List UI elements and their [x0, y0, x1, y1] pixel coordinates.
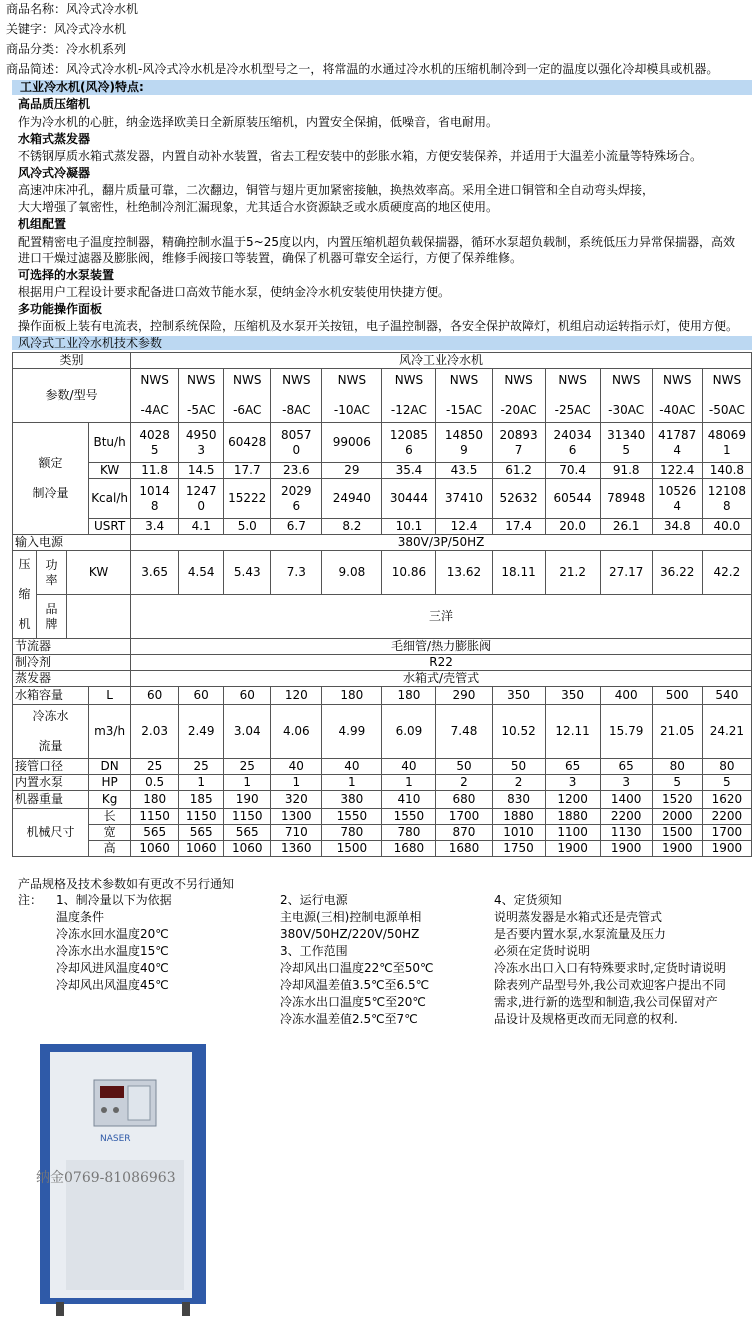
note-line: 需求,进行新的选型和制造,我公司保留对产	[494, 995, 718, 1009]
height-label: 高	[89, 841, 131, 857]
tank-value: 120	[271, 687, 322, 705]
tank-value: 400	[600, 687, 652, 705]
feature-heading: 高品质压缩机	[18, 97, 91, 111]
height-value: 1500	[322, 841, 382, 857]
kcal-value: 30444	[382, 479, 436, 519]
length-value: 1150	[179, 809, 224, 825]
weight-value: 680	[436, 791, 492, 809]
kw-value: 91.8	[600, 463, 652, 479]
note-line: 冷却风温差值3.5℃至6.5℃	[280, 978, 430, 992]
spec-table	[12, 352, 752, 857]
width-value: 565	[224, 825, 271, 841]
btu-value: 8057 0	[271, 423, 322, 463]
kcal-value: 12108 8	[702, 479, 751, 519]
kw-value: 17.7	[224, 463, 271, 479]
pipe-value: 65	[545, 759, 600, 775]
btu-value: 14850 9	[436, 423, 492, 463]
unit-btu: Btu/h	[89, 423, 131, 463]
tank-value: 180	[382, 687, 436, 705]
power-value: 380V/3P/50HZ	[131, 535, 752, 551]
usrt-value: 17.4	[492, 519, 545, 535]
flow-value: 24.21	[702, 705, 751, 759]
tank-value: 500	[652, 687, 702, 705]
pump-unit: HP	[89, 775, 131, 791]
kw-value: 23.6	[271, 463, 322, 479]
height-value: 1750	[492, 841, 545, 857]
flow-value: 12.11	[545, 705, 600, 759]
pipe-value: 40	[271, 759, 322, 775]
usrt-value: 20.0	[545, 519, 600, 535]
feature-text: 操作面板上装有电流表，控制系统保险，压缩机及水泵开关按钮，电子温控制器，各安全保护故障灯，机组启动运转指示灯，使用方便。	[18, 319, 739, 333]
tank-unit: L	[89, 687, 131, 705]
usrt-value: 5.0	[224, 519, 271, 535]
tank-value: 350	[492, 687, 545, 705]
temperature-display	[100, 1086, 124, 1098]
pump-value: 5	[652, 775, 702, 791]
flow-value: 3.04	[224, 705, 271, 759]
height-value: 1900	[702, 841, 751, 857]
pipe-value: 25	[224, 759, 271, 775]
note-line: 4、定货须知	[494, 893, 562, 907]
btu-value: 31340 5	[600, 423, 652, 463]
comp-power-value: 21.2	[545, 551, 600, 595]
pipe-label: 接管口径	[13, 759, 89, 775]
kcal-value: 52632	[492, 479, 545, 519]
note-line: 是否要内置水泵,水泵流量及压力	[494, 927, 666, 941]
comp-power-value: 9.08	[322, 551, 382, 595]
width-label: 宽	[89, 825, 131, 841]
kw-value: 29	[322, 463, 382, 479]
model-cell: NWS -12AC	[382, 369, 436, 423]
brand-value: 三洋	[131, 595, 752, 639]
note-line: 温度条件	[56, 910, 105, 924]
model-cell: NWS -40AC	[652, 369, 702, 423]
tank-value: 60	[224, 687, 271, 705]
note-line: 除表列产品型号外,我公司欢迎客户提出不同	[494, 978, 726, 992]
feature-text: 作为冷水机的心脏，纳金选择欧美日全新原装压缩机，内置安全保掮，低噪音，省电耐用。	[18, 115, 499, 129]
btu-value: 20893 7	[492, 423, 545, 463]
length-value: 1700	[436, 809, 492, 825]
note-line: 冷却风出风温度45℃	[56, 978, 169, 992]
pipe-value: 65	[600, 759, 652, 775]
pipe-value: 50	[436, 759, 492, 775]
pump-value: 1	[179, 775, 224, 791]
kw-value: 140.8	[702, 463, 751, 479]
category-label: 类别	[13, 353, 131, 369]
pump-value: 1	[322, 775, 382, 791]
usrt-value: 8.2	[322, 519, 382, 535]
model-cell: NWS -8AC	[271, 369, 322, 423]
note-line: 必须在定货时说明	[494, 944, 591, 958]
height-value: 1060	[179, 841, 224, 857]
flow-unit: m3/h	[89, 705, 131, 759]
switch-knob	[113, 1107, 119, 1113]
note-line: 主电源(三相)控制电源单相	[280, 910, 422, 924]
throttle-value: 毛细管/热力膨胀阀	[131, 639, 752, 655]
comp-power-value: 13.62	[436, 551, 492, 595]
flow-value: 2.49	[179, 705, 224, 759]
model-cell: NWS -5AC	[179, 369, 224, 423]
weight-value: 180	[131, 791, 179, 809]
pipe-value: 50	[492, 759, 545, 775]
compressor-label: 压 缩 机	[13, 551, 37, 639]
kcal-value: 10526 4	[652, 479, 702, 519]
kw-value: 35.4	[382, 463, 436, 479]
kcal-value: 24940	[322, 479, 382, 519]
feature-text: 高速冲床冲孔，翻片质量可靠，二次翻边，铜管与翅片更加紧密接触，换热效率高。采用全进口铜管和全自动弯头焊接，	[18, 183, 655, 197]
height-value: 1060	[131, 841, 179, 857]
pump-value: 3	[600, 775, 652, 791]
width-value: 710	[271, 825, 322, 841]
width-value: 1500	[652, 825, 702, 841]
model-cell: NWS -4AC	[131, 369, 179, 423]
note-line: 冷却风进风温度40℃	[56, 961, 169, 975]
note-line: 冷冻水出口温度5℃至20℃	[280, 995, 426, 1009]
usrt-value: 4.1	[179, 519, 224, 535]
height-value: 1900	[652, 841, 702, 857]
comp-power-value: 5.43	[224, 551, 271, 595]
size-label: 机械尺寸	[13, 809, 89, 857]
feature-text: 进口干燥过滤器及膨胀阀，维修手阀接口等装置，确保了机器可靠安全运行，方便了保养维修。	[18, 251, 523, 265]
note-line: 2、运行电源	[280, 893, 348, 907]
feature-text: 大大增强了氧密性，杜绝制冷剂汇漏现象，尤其适合水资源缺乏或水质硬度高的地区使用。	[18, 200, 499, 214]
flow-value: 15.79	[600, 705, 652, 759]
model-cell: NWS -50AC	[702, 369, 751, 423]
feature-text: 不锈钢厚质水箱式蒸发器，内置自动补水装置，省去工程安装中的彭胀水箱，方便安装保养，并适用于大温差小流量等特殊场合。	[18, 149, 703, 163]
length-value: 1550	[322, 809, 382, 825]
unit-kw: KW	[89, 463, 131, 479]
width-value: 1130	[600, 825, 652, 841]
note-label: 注：	[18, 893, 43, 907]
length-value: 2200	[600, 809, 652, 825]
chiller-cabinet-image	[36, 1040, 212, 1322]
feature-text: 根据用户工程设计要求配备进口高效节能水泵，使纳金冷水机安装使用快捷方便。	[18, 285, 451, 299]
length-value: 2000	[652, 809, 702, 825]
model-cell: NWS -20AC	[492, 369, 545, 423]
width-value: 565	[179, 825, 224, 841]
note-line: 1、制冷量以下为依据	[56, 893, 172, 907]
comp-power-value: 3.65	[131, 551, 179, 595]
indicator-panel	[128, 1086, 150, 1120]
weight-value: 185	[179, 791, 224, 809]
note-line: 380V/50HZ/220V/50HZ	[280, 927, 420, 941]
throttle-label: 节流器	[13, 639, 131, 655]
feature-heading: 可选择的水泵装置	[18, 268, 115, 282]
note-line: 冷冻水出水温度15℃	[56, 944, 169, 958]
pump-value: 1	[271, 775, 322, 791]
table-title-bar	[12, 336, 752, 350]
pipe-value: 80	[652, 759, 702, 775]
refrigerant-value: R22	[131, 655, 752, 671]
height-value: 1680	[436, 841, 492, 857]
unit-kcal: Kcal/h	[89, 479, 131, 519]
rated-cooling-label: 额定 制冷量	[13, 423, 89, 535]
length-value: 1550	[382, 809, 436, 825]
length-value: 1300	[271, 809, 322, 825]
feature-heading: 多功能操作面板	[18, 302, 103, 316]
comp-power-value: 36.22	[652, 551, 702, 595]
flow-value: 21.05	[652, 705, 702, 759]
comp-power-value: 42.2	[702, 551, 751, 595]
btu-value: 99006	[322, 423, 382, 463]
pump-label: 内置水泵	[13, 775, 89, 791]
model-cell: NWS -15AC	[436, 369, 492, 423]
note-line: 冷却风出口温度22℃至50℃	[280, 961, 434, 975]
product-keyword: 关键字：风冷式冷水机	[6, 22, 127, 36]
brand-label: 品 牌	[37, 595, 67, 639]
model-cell: NWS -10AC	[322, 369, 382, 423]
notes-column-1	[56, 892, 172, 994]
note-line: 品设计及规格更改而无同意的权利.	[494, 1012, 678, 1026]
brand-empty	[67, 595, 131, 639]
pump-value: 0.5	[131, 775, 179, 791]
tank-value: 290	[436, 687, 492, 705]
weight-value: 320	[271, 791, 322, 809]
pipe-unit: DN	[89, 759, 131, 775]
feature-heading: 机组配置	[18, 217, 67, 231]
kcal-value: 2029 6	[271, 479, 322, 519]
btu-value: 12085 6	[382, 423, 436, 463]
length-value: 1880	[545, 809, 600, 825]
watermark-phone: 纳金0769-81086963	[36, 1170, 176, 1186]
usrt-value: 40.0	[702, 519, 751, 535]
pump-value: 3	[545, 775, 600, 791]
usrt-value: 34.8	[652, 519, 702, 535]
pipe-value: 40	[322, 759, 382, 775]
switch-knob	[101, 1107, 107, 1113]
disclaimer: 产品规格及技术参数如有更改不另行通知	[18, 877, 235, 891]
width-value: 1010	[492, 825, 545, 841]
kcal-value: 60544	[545, 479, 600, 519]
btu-value: 48069 1	[702, 423, 751, 463]
btu-value: 4950 3	[179, 423, 224, 463]
usrt-value: 6.7	[271, 519, 322, 535]
pump-value: 2	[492, 775, 545, 791]
weight-value: 1400	[600, 791, 652, 809]
length-value: 1880	[492, 809, 545, 825]
tank-value: 60	[179, 687, 224, 705]
width-value: 1700	[702, 825, 751, 841]
btu-value: 4028 5	[131, 423, 179, 463]
kcal-value: 37410	[436, 479, 492, 519]
kw-value: 122.4	[652, 463, 702, 479]
feature-text: 配置精密电子温度控制器，精确控制水温于5~25度以内，内置压缩机超负载保揣器，循环水泵超负载制，系统低压力异常保揣器，高效	[18, 235, 735, 249]
notes-column-3	[494, 892, 726, 1028]
table-title: 风冷式工业冷水机技术参数	[18, 336, 163, 350]
product-type: 风冷工业冷水机	[131, 353, 752, 369]
product-name: 商品名称：风冷式冷水机	[6, 2, 139, 16]
flow-value: 4.06	[271, 705, 322, 759]
pump-value: 1	[224, 775, 271, 791]
note-line: 冷冻水温差值2.5℃至7℃	[280, 1012, 418, 1026]
notes-column-2	[280, 892, 434, 1028]
pipe-value: 80	[702, 759, 751, 775]
caster-wheel	[182, 1302, 190, 1316]
weight-value: 410	[382, 791, 436, 809]
power-label: 输入电源	[13, 535, 131, 551]
flow-value: 6.09	[382, 705, 436, 759]
evaporator-value: 水箱式/壳管式	[131, 671, 752, 687]
features-title-bar	[12, 80, 752, 95]
weight-value: 1520	[652, 791, 702, 809]
note-line: 冷冻水回水温度20℃	[56, 927, 169, 941]
flow-value: 7.48	[436, 705, 492, 759]
flow-value: 10.52	[492, 705, 545, 759]
height-value: 1900	[545, 841, 600, 857]
usrt-value: 26.1	[600, 519, 652, 535]
comp-power-value: 4.54	[179, 551, 224, 595]
btu-value: 41787 4	[652, 423, 702, 463]
kcal-value: 1014 8	[131, 479, 179, 519]
flow-label: 冷冻水 流量	[13, 705, 89, 759]
pipe-value: 25	[179, 759, 224, 775]
tank-label: 水箱容量	[13, 687, 89, 705]
product-intro: 商品简述：风冷式冷水机-风冷式冷水机是冷水机型号之一，将常温的水通过冷水机的压缩机制冷到一定的温度以强化冷却模具或机器。	[6, 62, 719, 76]
brand-label: NASER	[100, 1134, 131, 1144]
height-value: 1680	[382, 841, 436, 857]
refrigerant-label: 制冷剂	[13, 655, 131, 671]
model-cell: NWS -6AC	[224, 369, 271, 423]
weight-value: 830	[492, 791, 545, 809]
length-value: 1150	[224, 809, 271, 825]
features-title: 工业冷水机(风冷)特点:	[20, 80, 144, 94]
weight-label: 机器重量	[13, 791, 89, 809]
flow-value: 2.03	[131, 705, 179, 759]
pump-value: 1	[382, 775, 436, 791]
height-value: 1060	[224, 841, 271, 857]
pipe-value: 25	[131, 759, 179, 775]
pump-value: 2	[436, 775, 492, 791]
note-line: 说明蒸发器是水箱式还是壳管式	[494, 910, 663, 924]
height-value: 1360	[271, 841, 322, 857]
feature-heading: 水箱式蒸发器	[18, 132, 91, 146]
tank-value: 180	[322, 687, 382, 705]
weight-unit: Kg	[89, 791, 131, 809]
width-value: 780	[322, 825, 382, 841]
weight-value: 1200	[545, 791, 600, 809]
usrt-value: 10.1	[382, 519, 436, 535]
kcal-value: 1247 0	[179, 479, 224, 519]
model-cell: NWS -30AC	[600, 369, 652, 423]
model-label: 参数/型号	[13, 369, 131, 423]
usrt-value: 3.4	[131, 519, 179, 535]
tank-value: 540	[702, 687, 751, 705]
unit-usrt: USRT	[89, 519, 131, 535]
length-label: 长	[89, 809, 131, 825]
width-value: 1100	[545, 825, 600, 841]
kw-value: 70.4	[545, 463, 600, 479]
pump-value: 5	[702, 775, 751, 791]
caster-wheel	[56, 1302, 64, 1316]
kw-value: 43.5	[436, 463, 492, 479]
kcal-value: 15222	[224, 479, 271, 519]
comp-power-value: 27.17	[600, 551, 652, 595]
evaporator-label: 蒸发器	[13, 671, 131, 687]
comp-power-unit: KW	[67, 551, 131, 595]
note-line: 冷冻水出口入口有特殊要求时,定货时请说明	[494, 961, 726, 975]
btu-value: 60428	[224, 423, 271, 463]
feature-heading: 风冷式冷凝器	[18, 166, 91, 180]
kcal-value: 78948	[600, 479, 652, 519]
flow-value: 4.99	[322, 705, 382, 759]
width-value: 565	[131, 825, 179, 841]
tank-value: 350	[545, 687, 600, 705]
kw-value: 14.5	[179, 463, 224, 479]
usrt-value: 12.4	[436, 519, 492, 535]
comp-power-value: 10.86	[382, 551, 436, 595]
pipe-value: 40	[382, 759, 436, 775]
width-value: 870	[436, 825, 492, 841]
weight-value: 380	[322, 791, 382, 809]
kw-value: 61.2	[492, 463, 545, 479]
note-line: 3、工作范围	[280, 944, 348, 958]
product-category: 商品分类：冷水机系列	[6, 42, 127, 56]
weight-value: 1620	[702, 791, 751, 809]
tank-value: 60	[131, 687, 179, 705]
comp-power-value: 18.11	[492, 551, 545, 595]
length-value: 2200	[702, 809, 751, 825]
model-cell: NWS -25AC	[545, 369, 600, 423]
height-value: 1900	[600, 841, 652, 857]
kw-value: 11.8	[131, 463, 179, 479]
weight-value: 190	[224, 791, 271, 809]
comp-power-label: 功 率	[37, 551, 67, 595]
btu-value: 24034 6	[545, 423, 600, 463]
length-value: 1150	[131, 809, 179, 825]
width-value: 780	[382, 825, 436, 841]
comp-power-value: 7.3	[271, 551, 322, 595]
